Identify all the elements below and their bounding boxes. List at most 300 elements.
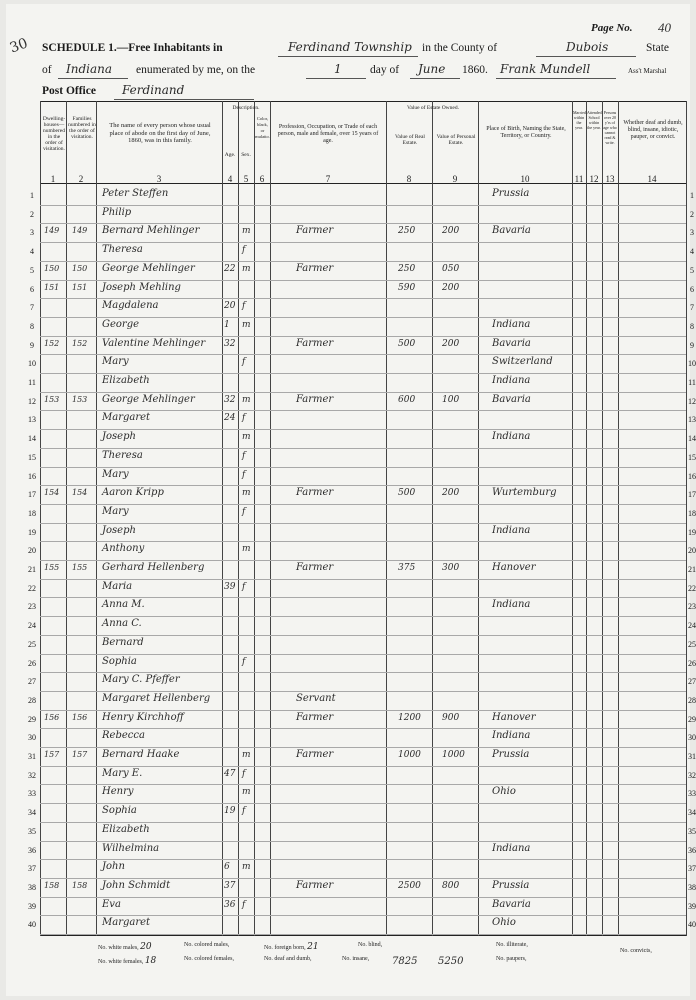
col-number: 1 (50, 174, 56, 184)
personal-estate-value: 200 (442, 226, 460, 237)
sex-value: f (242, 581, 246, 592)
line-number-left: 37 (28, 864, 36, 874)
line-number-left: 26 (28, 658, 36, 668)
table-row (40, 242, 686, 243)
line-number-left: 31 (28, 752, 36, 761)
age-value: 20 (224, 301, 236, 312)
col11-header: Married within the year. (573, 110, 586, 130)
line-number-left: 19 (28, 527, 36, 537)
person-name: Theresa (102, 244, 143, 256)
county-label: in the County of (422, 42, 498, 54)
of-label: of (42, 64, 52, 76)
age-value: 22 (224, 263, 236, 274)
line-number-left: 24 (28, 621, 36, 631)
estate-header: Value of Estate Owned. (407, 105, 459, 111)
line-number-right: 38 (688, 882, 696, 892)
family-number: 153 (72, 394, 88, 404)
family-number: 152 (72, 338, 88, 348)
age-value: 32 (224, 394, 236, 405)
sex-value: f (242, 656, 246, 667)
line-number-right: 4 (690, 247, 694, 257)
line-number-left: 1 (30, 191, 34, 200)
person-name: Bernard Haake (102, 749, 180, 760)
real-estate-value: 590 (398, 282, 416, 293)
real-estate-value: 500 (398, 338, 416, 349)
real-estate-value: 250 (398, 263, 416, 274)
line-number-right: 33 (688, 789, 696, 799)
person-name: Margaret (102, 917, 151, 929)
sex-value: f (242, 450, 246, 461)
line-number-left: 20 (28, 546, 36, 556)
table-row (40, 822, 686, 823)
real-estate-value: 250 (398, 226, 416, 237)
footer-white-females: No. white females, 18 (98, 956, 157, 966)
line-number-left: 14 (28, 434, 36, 444)
col6-header: Color, black, or mulatto. (255, 116, 270, 139)
year-label: 1860. (462, 64, 488, 76)
line-number-left: 36 (28, 845, 36, 855)
line-number-right: 29 (688, 714, 696, 724)
line-number-left: 8 (30, 321, 34, 331)
line-number-left: 40 (28, 920, 36, 930)
county-value: Dubois (566, 40, 609, 54)
age-value: 24 (224, 413, 236, 424)
birthplace: Ohio (492, 917, 516, 929)
month-value: June (418, 62, 446, 76)
family-number: 156 (72, 712, 88, 722)
sex-value: f (242, 469, 246, 480)
birthplace: Ohio (492, 786, 516, 798)
table-row (40, 504, 686, 505)
age-value: 19 (224, 806, 236, 817)
table-row (40, 766, 686, 767)
age-value: 37 (224, 880, 236, 891)
sex-value: m (242, 787, 251, 798)
occupation: Farmer (296, 487, 334, 499)
line-number-left: 28 (28, 695, 36, 705)
col-number: 8 (406, 174, 412, 184)
line-number-left: 22 (28, 583, 36, 593)
birthplace: Bavaria (492, 898, 531, 910)
family-number: 154 (72, 488, 88, 498)
table-row (40, 616, 686, 617)
description-header: Description. (232, 105, 260, 111)
marshal-label: Ass't Marshal (628, 67, 667, 75)
line-number-right: 36 (688, 845, 696, 855)
line-number-left: 27 (28, 677, 36, 687)
personal-estate-value: 100 (442, 394, 460, 405)
dwelling-number: 156 (44, 712, 60, 722)
line-number-right: 5 (690, 265, 694, 275)
col-number: 12 (589, 174, 599, 184)
col-number: 13 (605, 174, 615, 184)
footer-colored-females: No. colored females, (184, 956, 234, 962)
line-number-right: 19 (688, 527, 696, 537)
occupation: Farmer (296, 879, 334, 891)
footer-convicts: No. convicts, (620, 948, 652, 954)
family-number: 151 (72, 282, 88, 292)
col-number: 11 (574, 174, 584, 184)
birthplace: Indiana (492, 842, 531, 854)
dwelling-number: 150 (44, 263, 60, 273)
line-number-left: 25 (28, 639, 36, 649)
birthplace: Switzerland (492, 356, 553, 368)
occupation: Farmer (296, 711, 334, 723)
table-row (40, 691, 686, 692)
personal-estate-value: 200 (442, 282, 460, 293)
page-number: 40 (658, 20, 671, 35)
col9-header: Value of Personal Estate. (436, 134, 476, 146)
post-office-label: Post Office (42, 85, 96, 97)
line-number-left: 11 (28, 378, 36, 387)
footer-white-males: No. white males, 20 (98, 942, 152, 952)
line-number-left: 38 (28, 882, 36, 892)
line-number-right: 39 (688, 901, 696, 911)
line-number-right: 32 (688, 770, 696, 780)
person-name: Gerhard Hellenberg (102, 562, 205, 573)
occupation: Farmer (296, 262, 334, 274)
footer-illiterate: No. illiterate, (496, 942, 528, 948)
table-row (40, 205, 686, 206)
real-estate-value: 2500 (398, 880, 421, 891)
table-bottom-rule (40, 935, 686, 936)
sex-value: m (242, 319, 251, 330)
line-number-right: 2 (690, 209, 694, 219)
table-row (40, 597, 686, 598)
occupation: Servant (296, 692, 336, 704)
line-number-right: 3 (690, 228, 694, 238)
person-name: Anna C. (102, 618, 142, 630)
line-number-right: 1 (690, 191, 694, 200)
line-number-right: 25 (688, 639, 696, 649)
line-number-right: 11 (688, 378, 696, 387)
real-estate-value: 1000 (398, 750, 421, 760)
line-number-right: 30 (688, 733, 696, 743)
col2-header: Families numbered in the order of visitation. (68, 116, 96, 140)
day-of-label: day of (370, 64, 400, 76)
table-row (40, 560, 686, 561)
personal-estate-value: 900 (442, 712, 460, 723)
col-number: 3 (156, 174, 162, 184)
line-number-left: 29 (28, 714, 36, 724)
sex-value: f (242, 768, 246, 779)
personal-estate-value: 200 (442, 338, 460, 349)
line-number-right: 16 (688, 471, 696, 481)
line-number-left: 39 (28, 901, 36, 911)
birthplace: Indiana (492, 730, 531, 742)
sex-value: m (242, 394, 251, 405)
line-number-left: 13 (28, 415, 36, 425)
table-row (40, 841, 686, 842)
line-number-left: 6 (30, 284, 34, 294)
table-row (40, 635, 686, 636)
person-name: Bernard Mehlinger (102, 225, 200, 237)
occupation: Farmer (296, 337, 334, 349)
person-name: Bernard (102, 636, 144, 648)
sex-value: f (242, 806, 246, 817)
line-number-left: 17 (28, 490, 36, 500)
line-number-right: 13 (688, 415, 696, 425)
col8-header: Value of Real Estate. (395, 134, 425, 146)
dwelling-number: 154 (44, 488, 60, 498)
line-number-right: 6 (690, 284, 694, 294)
footer-personal-total: 5250 (438, 956, 464, 967)
sex-value: f (242, 301, 246, 312)
line-number-left: 23 (28, 602, 36, 612)
person-name: Elizabeth (102, 375, 150, 386)
line-number-left: 35 (28, 826, 36, 836)
table-row (40, 747, 686, 748)
person-name: Mary (102, 356, 129, 368)
real-estate-value: 375 (398, 563, 416, 573)
sex-value: f (242, 506, 246, 517)
personal-estate-value: 800 (442, 880, 460, 891)
table-row (40, 523, 686, 524)
birthplace: Bavaria (492, 337, 531, 349)
person-name: Philip (102, 206, 132, 218)
col-number: 14 (647, 174, 657, 184)
footer-colored-males: No. colored males, (184, 942, 230, 948)
table-row (40, 373, 686, 374)
footer-deaf: No. deaf and dumb, (264, 956, 312, 962)
person-name: Mary (102, 468, 129, 480)
family-number: 155 (72, 563, 88, 572)
line-number-right: 35 (688, 826, 696, 836)
birthplace: Indiana (492, 375, 531, 386)
table-row (40, 410, 686, 411)
enumerated-label: enumerated by me, on the (136, 64, 256, 76)
table-row (40, 298, 686, 299)
occupation: Farmer (296, 393, 334, 405)
line-number-right: 22 (688, 583, 696, 593)
dwelling-number: 153 (44, 394, 60, 404)
line-number-left: 32 (28, 770, 36, 780)
table-row (40, 467, 686, 468)
col-number: 7 (325, 174, 331, 184)
line-number-right: 14 (688, 434, 696, 444)
line-number-left: 3 (30, 228, 34, 238)
census-sheet (6, 4, 696, 996)
line-number-right: 12 (688, 396, 696, 406)
person-name: Magdalena (102, 300, 159, 312)
line-number-left: 34 (28, 808, 36, 818)
person-name: Sophia (102, 655, 137, 667)
real-estate-value: 600 (398, 394, 416, 405)
person-name: Sophia (102, 805, 137, 817)
age-value: 6 (224, 862, 230, 873)
line-number-right: 17 (688, 490, 696, 500)
table-row (40, 485, 686, 486)
line-number-left: 2 (30, 209, 34, 219)
line-number-right: 18 (688, 508, 696, 518)
age-value: 47 (224, 768, 236, 779)
day-value: 1 (334, 62, 342, 76)
line-number-right: 37 (688, 864, 696, 874)
line-number-left: 10 (28, 359, 36, 369)
birthplace: Hanover (492, 711, 536, 723)
birthplace: Indiana (492, 431, 531, 443)
col14-header: Whether deaf and dumb, blind, insane, idiotic, pauper, or convict. (623, 120, 683, 140)
birthplace: Bavaria (492, 393, 531, 405)
table-row (40, 784, 686, 785)
real-estate-value: 500 (398, 488, 416, 499)
person-name: Rebecca (102, 730, 145, 742)
person-name: Eva (102, 898, 121, 910)
birthplace: Hanover (492, 562, 536, 573)
person-name: George Mehlinger (102, 393, 195, 405)
line-number-right: 24 (688, 621, 696, 631)
line-number-left: 9 (30, 340, 34, 350)
person-name: Joseph (102, 431, 136, 443)
col12-header: Attended School within the year. (587, 110, 602, 130)
person-name: Anna M. (102, 599, 145, 611)
line-number-right: 21 (688, 565, 696, 574)
line-number-left: 12 (28, 396, 36, 406)
line-number-left: 18 (28, 508, 36, 518)
table-row (40, 429, 686, 430)
birthplace: Indiana (492, 318, 531, 330)
table-row (40, 579, 686, 580)
line-number-right: 26 (688, 658, 696, 668)
table-row (40, 261, 686, 262)
table-row (40, 878, 686, 879)
person-name: Theresa (102, 449, 143, 461)
table-row (40, 934, 686, 935)
line-number-left: 5 (30, 265, 34, 275)
table-row (40, 392, 686, 393)
sex-value: m (242, 544, 251, 555)
line-number-left: 7 (30, 303, 34, 313)
table-row (40, 223, 686, 224)
line-number-right: 15 (688, 452, 696, 462)
margin-number: 30 (7, 35, 31, 57)
line-number-left: 15 (28, 452, 36, 462)
birthplace: Bavaria (492, 225, 531, 237)
birthplace: Indiana (492, 599, 531, 611)
line-number-right: 20 (688, 546, 696, 556)
family-number: 150 (72, 263, 88, 273)
line-number-right: 7 (690, 303, 694, 313)
line-number-left: 30 (28, 733, 36, 743)
sex-value: m (242, 432, 251, 443)
table-row (40, 654, 686, 655)
person-name: George (102, 318, 140, 330)
schedule-title: SCHEDULE 1.—Free Inhabitants in (42, 42, 223, 54)
occupation: Farmer (296, 749, 334, 760)
footer-blind: No. blind, (358, 942, 383, 948)
table-row (40, 448, 686, 449)
dwelling-number: 158 (44, 880, 60, 890)
personal-estate-value: 1000 (442, 750, 465, 760)
personal-estate-value: 300 (442, 563, 460, 573)
table-row (40, 336, 686, 337)
dwelling-number: 157 (44, 750, 60, 759)
col-number: 10 (520, 174, 530, 184)
line-number-right: 28 (688, 695, 696, 705)
township-value: Ferdinand Township (288, 40, 412, 54)
person-name: Valentine Mehlinger (102, 337, 206, 349)
birthplace: Indiana (492, 524, 531, 536)
sex-value: m (242, 750, 251, 760)
table-row (40, 728, 686, 729)
line-number-right: 9 (690, 340, 694, 350)
col-number: 9 (452, 174, 458, 184)
table-row (40, 710, 686, 711)
birthplace: Wurtemburg (492, 487, 557, 499)
col7-header: Profession, Occupation, or Trade of each person, male and female, over 15 years of age. (277, 124, 379, 144)
sex-value: f (242, 357, 246, 368)
age-value: 36 (224, 899, 236, 910)
marshal-value: Frank Mundell (500, 62, 591, 76)
table-row (40, 915, 686, 916)
sex-value: m (242, 226, 251, 237)
line-number-right: 10 (688, 359, 696, 369)
birthplace: Prussia (492, 749, 530, 760)
col1-header: Dwelling-houses— numbered in the order of visitation. (42, 116, 66, 152)
person-name: Anthony (102, 543, 145, 555)
person-name: Mary (102, 505, 129, 517)
person-name: Henry Kirchhoff (102, 711, 184, 723)
footer-paupers: No. paupers, (496, 956, 527, 962)
person-name: John (102, 861, 125, 873)
line-number-left: 21 (28, 565, 36, 574)
person-name: Mary C. Pfeffer (102, 674, 180, 686)
person-name: Joseph (102, 524, 136, 536)
footer-insane: No. insane, (342, 956, 370, 962)
person-name: John Schmidt (102, 879, 171, 891)
family-number: 149 (72, 226, 88, 236)
footer-real-total: 7825 (392, 956, 418, 967)
col13-header: Persons over 20 y'rs of age who cannot read & write. (603, 110, 617, 145)
age-value: 32 (224, 338, 236, 349)
line-number-right: 40 (688, 920, 696, 930)
person-name: Joseph Mehling (102, 281, 181, 293)
person-name: Maria (102, 580, 133, 592)
col10-header: Place of Birth, Naming the State, Territory, or Country. (486, 126, 566, 139)
line-number-left: 33 (28, 789, 36, 799)
table-row (40, 672, 686, 673)
col-number: 2 (78, 174, 84, 184)
line-number-left: 4 (30, 247, 34, 257)
state-value: Indiana (66, 62, 113, 76)
table-row (40, 859, 686, 860)
line-number-left: 16 (28, 471, 36, 481)
birthplace: Prussia (492, 879, 530, 891)
person-name: Elizabeth (102, 823, 150, 835)
table-row (40, 803, 686, 804)
person-name: Henry (102, 786, 134, 798)
col3-header: The name of every person whose usual place of abode on the first day of June, 1860, was in this family. (109, 122, 211, 144)
personal-estate-value: 050 (442, 263, 460, 274)
col-number: 6 (259, 174, 265, 184)
line-number-right: 34 (688, 808, 696, 818)
dwelling-number: 152 (44, 338, 60, 348)
person-name: Mary E. (102, 767, 143, 779)
line-number-right: 8 (690, 321, 694, 331)
table-row (40, 354, 686, 355)
dwelling-number: 149 (44, 226, 60, 236)
col-number: 5 (243, 174, 249, 184)
family-number: 158 (72, 880, 88, 890)
sex-value: f (242, 413, 246, 424)
real-estate-value: 1200 (398, 712, 421, 723)
col5-header: Sex. (241, 152, 251, 158)
col4-header: Age. (224, 152, 236, 158)
sex-value: f (242, 245, 246, 256)
birthplace: Prussia (492, 188, 530, 199)
sex-value: m (242, 488, 251, 499)
sex-value: f (242, 899, 246, 910)
